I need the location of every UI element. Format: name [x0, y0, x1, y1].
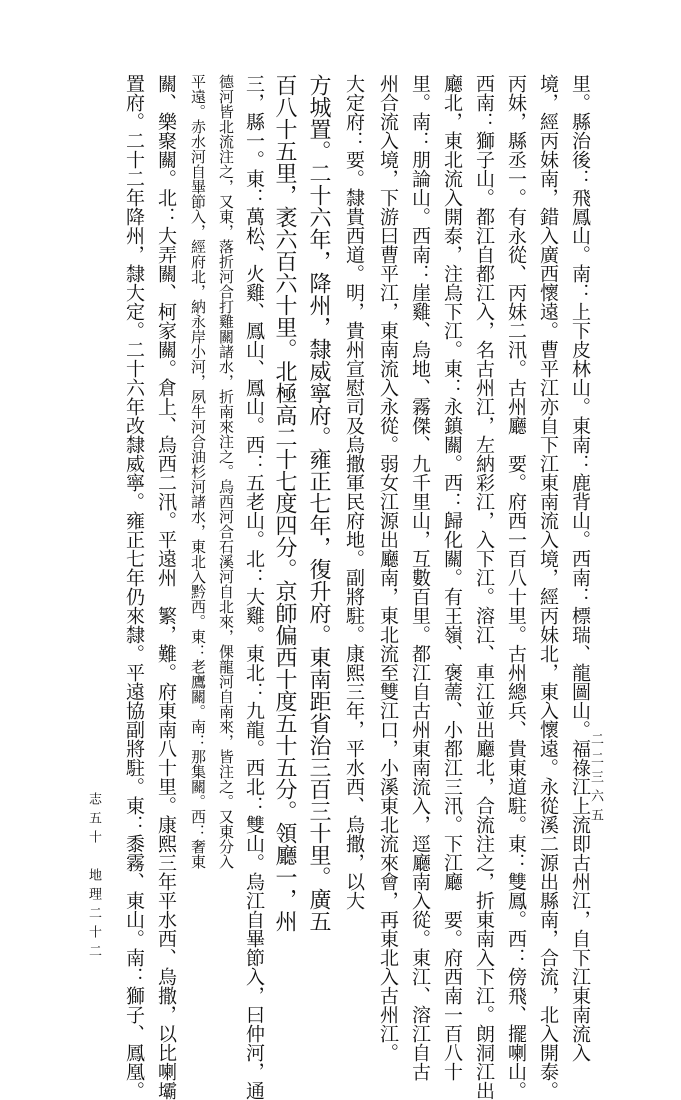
footer-chapter-title: 志五十 地理二十二 — [86, 792, 101, 963]
page-number: 二二三六五 — [588, 732, 603, 827]
text-column-7: 州合流入境，下游曰曹平江，東南流入永從。弱女江源出廳南，東北流至雙江口，小溪東北流來會，再東北入古州江。 — [377, 74, 399, 1062]
text-column-3: 丙妹，縣丞一。有永從、丙妹二汛。古州廳 要。府西一百八十里。古州總兵、貴東道駐。東：雙鳳。西：傍飛、擺喇山。 — [505, 74, 527, 1100]
text-column-15: 置府。二十二年降州，隸大定。二十六年改隸威寧。雍正七年仍來隸。平遠協副將駐。東：黍霧、東山。南：獅子、鳳凰。 — [123, 74, 145, 1100]
text-column-9: 方城置。二十六年，降州，隸威寧府。雍正七年，復升府。東南距省治三百三十里。廣五 — [306, 74, 331, 932]
text-column-8: 大定府：要。隸貴西道。明，貴州宣慰司及烏撒軍民府地。副將駐。康熙三年，平水西、烏撒，以大 — [343, 74, 365, 910]
text-column-5: 廳北，東北流入開泰，注烏下江。東：永鎮關。西：歸化關。有王嶺、褒薷、小都江三汛。下江廳 要。府西南一百八十 — [441, 74, 463, 1081]
text-column-4: 西南：獅子山。都江自都江入，名古州江，左納彩江，入下江。溶江、車江並出廳北，合流注之，折東南入下江。朗洞江出 — [473, 74, 495, 1100]
text-column-1: 里。縣治後：飛鳳山。南：上下皮林山。東南：鹿背山。西南：標瑞、龍圖山。福祿江上流即古州江，自下江東南流入 — [569, 74, 591, 1062]
text-column-13: 平遠。赤水河自畢節入，經府北，納永岸小河，夙牛河合油杉河諸水，東北入黔西。東：老鷹關。南：那集關。西：奢東 — [189, 74, 207, 869]
text-column-2: 境，經丙妹南，錯入廣西懷遠。曹平江亦自下江東南流入境，經丙妹北，東入懷遠。永從溪二源出縣南，合流，北入開泰。 — [537, 74, 559, 1100]
text-column-14: 關、樂聚關。北：大弄關、柯家關。倉上、烏西二汛。平遠州 繁，難。府東南八十里。康熙三年平水西、烏撒，以比喇壩 — [155, 74, 177, 1100]
text-column-6: 里。南：朋論山。西南：崖雞、烏地、霧傑、九千里山，互數百里。都江自古州東南流入，逕廳南入從。東江、溶江自古 — [409, 74, 431, 1081]
text-column-11: 三，縣一。東：萬松、火雞、鳳山、鳳山。西：五老山。北：大雞。東北：九龍。西北：雙山。烏江自畢節入，曰仲河，通 — [243, 74, 265, 1100]
text-column-10: 百八十五里，袤六百六十里。北極高二十七度四分。京師偏西十度五十五分。領廳一，州 — [272, 74, 297, 932]
text-column-12: 德河皆北流注之，又東，落折河合打雞關諸水，折南來注之。烏西河合石溪河自北來，倮龍河自南來，皆注之。又東分入 — [217, 74, 235, 869]
